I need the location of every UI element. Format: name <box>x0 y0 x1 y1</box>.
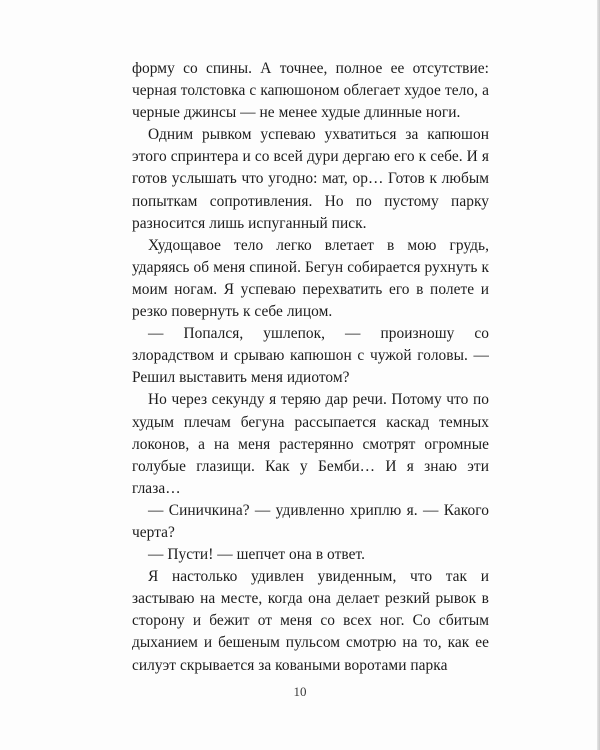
paragraph-6: — Синичкина? — удивленно хриплю я. — Какого черта? <box>132 501 489 541</box>
page-number: 10 <box>293 684 307 699</box>
body-text <box>132 58 489 677</box>
paragraph-3: Худощавое тело легко влетает в мою грудь, ударяясь об меня спиной. Бегун собирается рухнуть к моим ногам. Я успеваю перехватить его в полете и резко повернуть к себе лицом. <box>132 236 489 321</box>
paragraph-2: Одним рывком успеваю ухватиться за капюшон этого спринтера и со всей дури дергаю его к себе. И я готов услышать что угодно: мат, ор… Готов к любым попыткам сопротивления. Но по пустому парку разносится лишь испуганный писк. <box>132 126 489 232</box>
paragraph-5: Но через секунду я теряю дар речи. Потому что по худым плечам бегуна рассыпается каскад темных локонов, а на меня растерянно смотрят огромные голубые глазищи. Как у Бемби… И я знаю эти глаза… <box>132 391 489 497</box>
paragraph-4: — Попался, ушлепок, — произношу со злорадством и срываю капюшон с чужой головы. — Решил выставить меня идиотом? <box>132 325 489 387</box>
paragraph-1: форму со спины. А точнее, полное ее отсутствие: черная толстовка с капюшоном облегает худое тело, а черные джинсы — не менее худые длинные ноги. <box>132 60 489 122</box>
paragraph-7: — Пусти! — шепчет она в ответ. <box>148 546 365 564</box>
paragraph-8: Я настолько удивлен увиденным, что так и застываю на месте, когда она делает резкий рывок в сторону и бежит от меня со всех ног. Со сбитым дыханием и бешеным пульсом смотрю на то, как ее силуэт скрывается за коваными воротами парка <box>132 568 489 674</box>
